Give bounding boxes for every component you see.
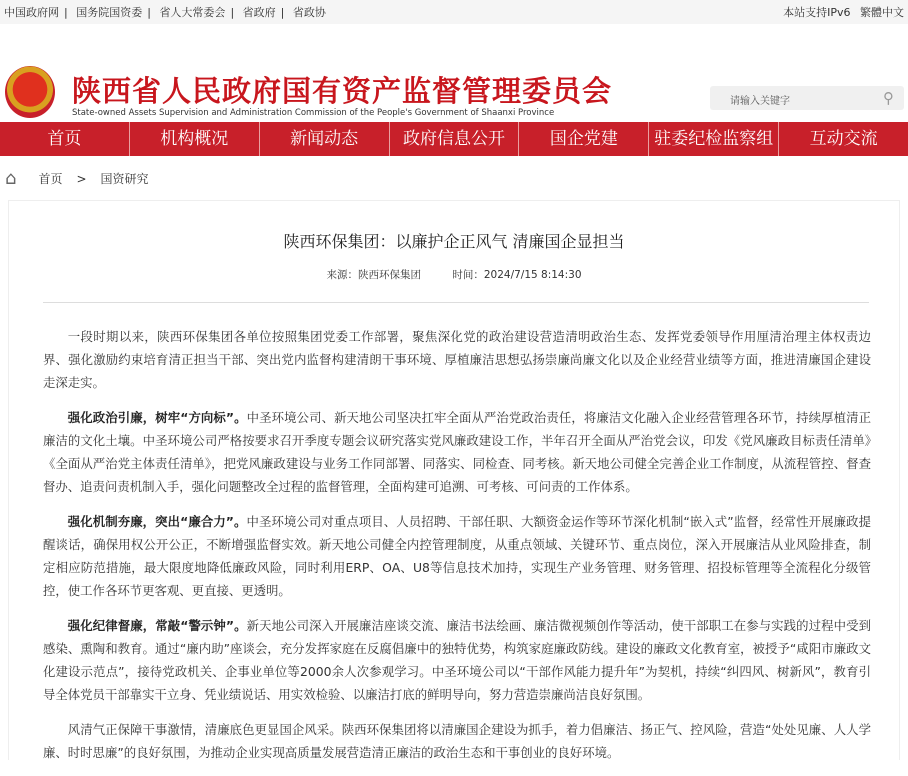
nav-about[interactable]: 机构概况 [130, 122, 260, 156]
site-header [0, 24, 908, 122]
nav-home[interactable]: 首页 [0, 122, 130, 156]
site-title: 陕西省人民政府国有资产监督管理委员会 [72, 74, 613, 108]
nav-interaction[interactable]: 互动交流 [809, 129, 878, 149]
breadcrumb-home[interactable]: 首页 [38, 172, 63, 186]
article-panel [8, 200, 900, 760]
article-time: 时间：2024/7/15 8:14:30 [452, 269, 582, 281]
article-source: 来源：陕西环保集团 [326, 269, 421, 281]
breadcrumb [5, 168, 149, 189]
article-body [43, 325, 871, 776]
top-links: 中国政府网 | 国务院国资委 | 省人大常委会 | 省政府 | 省政协 [4, 6, 326, 19]
top-bar [0, 0, 908, 24]
paragraph: 强化机制夯廉，突出“廉合力”。中圣环境公司对重点项目、人员招聘、干部任职、大额资金运作等环节深化机制“嵌入式”监督，经常性开展廉政提醒谈话，确保用权公开公正，不断增强监督实效。新天地公司健全内控管理制度，从重点领域、关键环节、重点岗位，深入开展廉洁从业风险排查，制定相应防范措施，最大限度地降低廉政风险，同时利用ERP、OA、U8等信息技术加持，实现生产业务管理、财务管理、招投标管理等全流程化分级管控，使工作各环节更客观、更直接、更透明。 [43, 514, 871, 598]
breadcrumb-current[interactable]: 国资研究 [100, 172, 149, 186]
nav-gov-info[interactable]: 政府信息公开 [390, 122, 520, 156]
paragraph: 一段时期以来，陕西环保集团各单位按照集团党委工作部署，聚焦深化党的政治建设营造清明政治生态、发挥党委领导作用厘清治理主体权责边界、强化激励约束培育清正担当干部、突出党内监督构建清朗干事环境、厚植廉洁思想弘扬崇廉尚廉文化以及企业经营业绩等方面，推进清廉国企建设走深走实。 [43, 329, 871, 390]
nav-party[interactable]: 国企党建 [519, 122, 649, 156]
site-subtitle: State-owned Assets Supervision and Administration Commission of the People's Government of Shaanxi Province [72, 108, 555, 118]
nav-discipline[interactable]: 驻委纪检监察组 [649, 122, 779, 156]
article-title: 陕西环保集团：以廉护企正风气 清廉国企显担当 [283, 232, 625, 251]
paragraph: 强化政治引廉，树牢“方向标”。中圣环境公司、新天地公司坚决扛牢全面从严治党政治责任，将廉洁文化融入企业经营管理各环节，持续厚植清正廉洁的文化土壤。中圣环境公司严格按要求召开季度专题会议研究落实党风廉政建设工作，半年召开全面从严治党会议，印发《党风廉政目标责任清单》《全面从严治党主体责任清单》，把党风廉政建设与业务工作同部署、同落实、同检查、同考核。新天地公司健全完善企业工作制度，从流程管控、督查督办、追责问责机制入手，强化问题整改全过程的监督管理，全面构建可追溯、可考核、可问责的工作体系。 [43, 410, 871, 494]
paragraph: 强化纪律督廉，常敲“警示钟”。新天地公司深入开展廉洁座谈交流、廉洁书法绘画、廉洁微视频创作等活动，使干部职工在参与实践的过程中受到感染、熏陶和教育。通过“廉内助”座谈会，充分发挥家庭在反腐倡廉中的独特优势，构筑家庭廉政防线。建设的廉政文化教育室，被授予“咸阳市廉政文化建设示范点”，接待党政机关、企事业单位等2000余人次参观学习。中圣环境公司以“干部作风能力提升年”为契机，持续“纠四风、树新风”，教育引导全体党员干部靠实干立身、凭业绩说话、用实效检验、以廉洁打底的鲜明导向，努力营造崇廉尚洁良好氛围。 [43, 618, 871, 702]
national-emblem-logo [5, 66, 55, 118]
link-cppcc[interactable]: 省政协 [292, 6, 326, 19]
breadcrumb-separator: > [76, 171, 87, 186]
search-icon[interactable]: ⚲ [883, 89, 894, 107]
traditional-chinese-link[interactable]: 繁體中文 [860, 6, 904, 19]
paragraph: 风清气正保障干事激情，清廉底色更显国企风采。陕西环保集团将以清廉国企建设为抓手，着力倡廉洁、扬正气、控风险，营造“处处见廉、人人学廉、时时思廉”的良好氛围，为推动企业实现高质量发展营造清正廉洁的政治生态和干事创业的良好环境。 [43, 722, 871, 760]
link-provgov[interactable]: 省政府 [242, 6, 276, 19]
search-input[interactable] [710, 86, 904, 110]
main-nav [0, 122, 908, 156]
link-sasac[interactable]: 国务院国资委 [76, 6, 143, 19]
nav-news[interactable]: 新闻动态 [260, 122, 390, 156]
search-placeholder: 请输入关键字 [730, 96, 790, 107]
link-gov[interactable]: 中国政府网 [4, 6, 59, 19]
article-meta [9, 267, 899, 282]
link-npc[interactable]: 省人大常委会 [159, 6, 226, 19]
home-icon[interactable]: ⌂ [5, 168, 17, 189]
divider [43, 302, 869, 303]
ipv6-text: 本站支持IPv6 [783, 6, 851, 19]
